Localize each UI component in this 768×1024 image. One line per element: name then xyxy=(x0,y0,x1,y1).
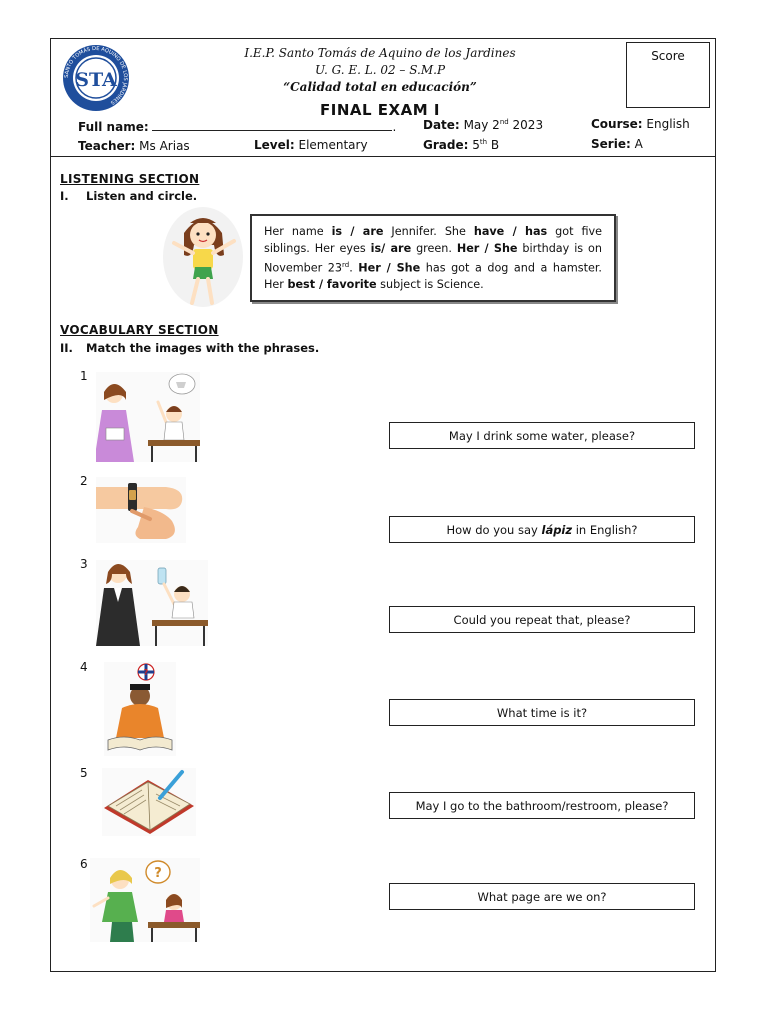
fullname-blank[interactable] xyxy=(152,120,392,131)
phrase-box-bathroom[interactable] xyxy=(389,792,695,819)
repeat-request-image xyxy=(90,858,200,942)
phrase-box-lapiz[interactable] xyxy=(389,516,695,543)
teacher-value: Ms Arias xyxy=(139,139,190,153)
image-number-1: 1 xyxy=(80,369,88,383)
phrase-box-repeat[interactable] xyxy=(389,606,695,633)
teacher-label: Teacher: xyxy=(78,139,136,153)
vocabulary-section-title: VOCABULARY SECTION xyxy=(60,323,219,337)
date-field: Date: May 2nd 2023 xyxy=(423,118,544,132)
school-logo xyxy=(62,44,130,112)
exam-title: FINAL EXAM I xyxy=(320,101,440,119)
date-value: May 2 xyxy=(463,118,500,132)
svg-text:?: ? xyxy=(143,668,149,677)
grade-field: Grade: 5th B xyxy=(423,138,500,152)
level-value: Elementary xyxy=(298,138,368,152)
header-separator xyxy=(50,156,716,157)
course-label: Course: xyxy=(591,117,643,131)
girl-illustration xyxy=(160,205,246,309)
image-number-6: 6 xyxy=(80,857,88,871)
phrase-text: Could you repeat that, please? xyxy=(453,612,631,627)
school-name: I.E.P. Santo Tomás de Aquino de los Jardines xyxy=(244,46,516,60)
image-number-2: 2 xyxy=(80,474,88,488)
phrase-text: May I go to the bathroom/restroom, please? xyxy=(415,798,669,813)
svg-text:?: ? xyxy=(154,866,162,881)
listening-section-title: LISTENING SECTION xyxy=(60,172,200,186)
score-box[interactable] xyxy=(626,42,710,108)
listening-instruction: I. Listen and circle. xyxy=(60,189,198,203)
option-her-she[interactable]: Her / She xyxy=(456,241,518,255)
option-is-are-2[interactable]: is/ are xyxy=(370,241,412,255)
ugel-line: U. G. E. L. 02 – S.M.P xyxy=(314,63,446,77)
bathroom-request-image xyxy=(96,372,200,462)
option-her-she-2[interactable]: Her / She xyxy=(358,261,421,275)
image-number-5: 5 xyxy=(80,766,88,780)
image-number-3: 3 xyxy=(80,557,88,571)
serie-field xyxy=(591,137,643,151)
listening-passage: Her name is / are Jennifer. She have / has got five siblings. Her eyes is/ are green. Her / She birthday is on November 23rd. Her / She has got a dog and a hamster. Her best / favorite subject is Science. xyxy=(250,214,616,302)
option-best-favorite[interactable]: best / favorite xyxy=(287,278,377,292)
option-have-has[interactable]: have / has xyxy=(473,225,548,238)
fullname-field[interactable]: Full name: . xyxy=(78,120,397,134)
vocabulary-instruction: II. Match the images with the phrases. xyxy=(60,341,320,355)
grade-value: 5 xyxy=(472,138,480,152)
level-field xyxy=(254,138,368,152)
phrase-text: What time is it? xyxy=(496,705,588,720)
phrase-text: May I drink some water, please? xyxy=(448,428,636,443)
phrase-text: What page are we on? xyxy=(477,889,607,904)
how-do-you-say-image xyxy=(104,662,176,756)
teacher-field xyxy=(78,139,190,153)
serie-label: Serie: xyxy=(591,137,631,151)
logo-ring-text: SANTO TOMÁS DE AQUINO DE LOS JARDINES xyxy=(63,45,129,106)
phrase-box-time[interactable] xyxy=(389,699,695,726)
school-motto: “Calidad total en educación” xyxy=(283,80,477,94)
phrase-box-water[interactable] xyxy=(389,422,695,449)
water-request-image xyxy=(96,560,208,646)
grade-label: Grade: xyxy=(423,138,469,152)
watch-time-image xyxy=(96,477,186,543)
image-number-4: 4 xyxy=(80,660,88,674)
course-value: English xyxy=(646,117,690,131)
phrase-box-page[interactable] xyxy=(389,883,695,910)
serie-value: A xyxy=(634,137,643,151)
fullname-label: Full name: xyxy=(78,120,149,134)
option-is-are[interactable]: is / are xyxy=(331,225,384,238)
course-field xyxy=(591,117,690,131)
level-label: Level: xyxy=(254,138,295,152)
phrase-text: How do you say lápiz in English? xyxy=(446,522,638,537)
logo-initials: STA xyxy=(75,69,117,91)
page-book-image xyxy=(102,768,196,836)
score-label: Score xyxy=(651,49,685,63)
date-label: Date: xyxy=(423,118,460,132)
